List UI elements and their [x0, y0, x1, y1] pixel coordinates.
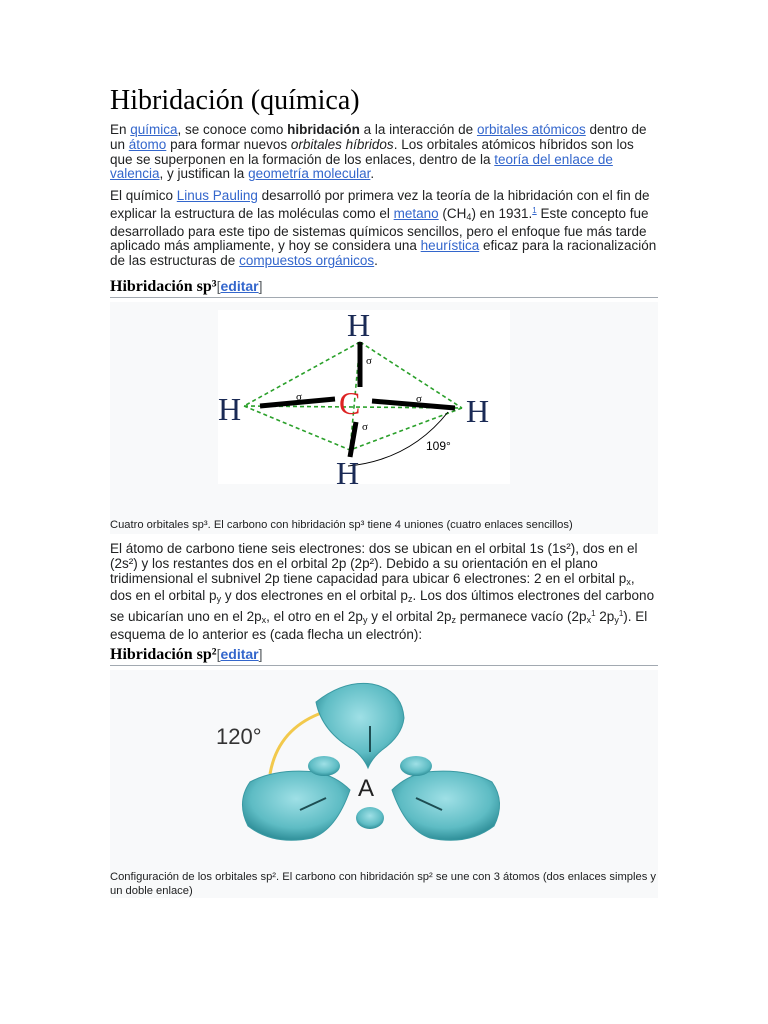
- text: desarrolló por primera vez la teoría de la hibridación con el fin de explicar la estructura de las moléculas como el: [110, 188, 650, 221]
- subscript: y: [614, 615, 619, 626]
- link-teoria-enlace-valencia[interactable]: teoría del enlace de valencia: [110, 151, 613, 182]
- h-bottom-label: H: [336, 455, 360, 491]
- section-title: Hibridación sp²: [110, 646, 217, 663]
- figure-sp2: [110, 670, 658, 898]
- figure-sp3: [110, 302, 658, 534]
- methane-diagram: [110, 302, 658, 534]
- text: . Los orbitales atómicos híbridos son los que se superponen en la formación de los enlaces, dentro de la: [110, 136, 634, 167]
- angle-label: 109°: [426, 439, 451, 453]
- link-heuristica[interactable]: heurística: [420, 238, 480, 254]
- superscript: 1: [618, 609, 624, 619]
- text: , y justifican la: [159, 166, 249, 182]
- subscript: y: [362, 615, 368, 626]
- text: y el orbital 2p: [367, 609, 452, 625]
- atom-label: A: [358, 775, 375, 802]
- subscript: y: [216, 594, 222, 605]
- bracket: ]: [258, 646, 263, 662]
- h-right-label: H: [466, 393, 490, 429]
- text: 2p: [595, 609, 615, 625]
- text: ) en 1931.: [471, 205, 533, 221]
- text: ). El esquema de lo anterior es (cada flecha un electrón):: [110, 609, 648, 642]
- right-lobe: [392, 771, 500, 840]
- link-metano[interactable]: metano: [393, 205, 439, 221]
- text: dentro de un: [110, 122, 647, 152]
- bracket: [: [216, 646, 221, 662]
- text: , el otro en el 2p: [266, 609, 363, 625]
- figure-caption: Configuración de los orbitales sp². El carbono con hibridación sp² se une con 3 átomos (dos enlaces simples y un doble enlace): [110, 871, 656, 897]
- text: .: [370, 166, 375, 182]
- edit-section-link[interactable]: editar: [220, 278, 259, 294]
- bold-term: hibridación: [287, 122, 360, 137]
- left-lobe: [242, 771, 350, 840]
- edit-section-link[interactable]: editar: [220, 646, 259, 662]
- text: En: [110, 122, 131, 137]
- subscript: x: [626, 576, 631, 587]
- intro-paragraph: [110, 123, 658, 182]
- superscript: 1: [591, 609, 596, 619]
- text: , se conoce como: [177, 122, 288, 137]
- text: y dos electrones en el orbital p: [221, 588, 408, 604]
- section-heading-sp2: [110, 645, 658, 666]
- sigma-label: σ: [362, 421, 368, 433]
- link-quimica[interactable]: química: [130, 122, 178, 137]
- bracket: [: [216, 278, 221, 294]
- carbon-paragraph: [110, 542, 658, 643]
- angle-label: 120°: [216, 724, 262, 749]
- sigma-label: σ: [416, 393, 422, 405]
- subscript: 4: [466, 211, 472, 222]
- text: . Los dos últimos electrones del carbono se ubicarían uno en el 2p: [110, 588, 655, 625]
- sigma-label: σ: [366, 355, 372, 367]
- subscript: x: [261, 615, 267, 626]
- bracket: ]: [258, 278, 263, 294]
- section-title: Hibridación sp³: [110, 278, 217, 295]
- link-atomo[interactable]: átomo: [128, 136, 167, 152]
- link-geometria-molecular[interactable]: geometría molecular: [248, 166, 371, 182]
- reference-link[interactable]: 1: [532, 205, 537, 215]
- text: Este concepto fue desarrollado para este tipo de sistemas químicos sencillos, pero el enfoque fue más tarde aplicado más ampliamente, y hoy se considera una: [110, 205, 649, 254]
- text: , dos en el orbital p: [110, 570, 635, 604]
- link-linus-pauling[interactable]: Linus Pauling: [176, 188, 258, 203]
- h-top-label: H: [347, 307, 371, 343]
- text: El químico: [110, 188, 177, 203]
- text: eficaz para la racionalización de las estructuras de: [110, 238, 657, 269]
- sigma-label: σ: [296, 391, 302, 403]
- figure-caption: Cuatro orbitales sp³. El carbono con hibridación sp³ tiene 4 uniones (cuatro enlaces sencillos): [110, 519, 573, 531]
- link-compuestos-organicos[interactable]: compuestos orgánicos: [239, 253, 375, 269]
- h-left-label: H: [218, 391, 242, 427]
- text: El átomo de carbono tiene seis electrones: dos se ubican en el orbital 1s (1s²), dos en el (2s²) y los restantes dos en el orbital 2p (2p²). Debido a su orientación en el plano tridimensional el subnivel 2p tiene capacidad para ubicar 6 electrones: 2 en el orbital p: [110, 541, 638, 586]
- italic-term: orbitales híbridos: [290, 136, 394, 152]
- text: (CH: [438, 205, 467, 221]
- small-lobe: [308, 756, 340, 776]
- page-title: Hibridación (química): [110, 85, 360, 116]
- subscript: x: [586, 615, 592, 626]
- section-heading-sp3: [110, 277, 658, 298]
- text: a la interacción de: [359, 122, 477, 137]
- subscript: z: [451, 615, 456, 626]
- small-lobe: [356, 807, 384, 829]
- text: .: [374, 253, 378, 269]
- small-lobe: [400, 756, 432, 776]
- text: permanece vacío (2p: [456, 609, 587, 625]
- top-lobe: [316, 683, 404, 768]
- history-paragraph: [110, 189, 658, 269]
- carbon-label: C: [339, 385, 361, 421]
- link-orbitales-atomicos[interactable]: orbitales atómicos: [476, 122, 586, 137]
- text: para formar nuevos: [166, 136, 291, 152]
- sp2-orbital-diagram: [110, 670, 658, 866]
- subscript: z: [407, 594, 413, 605]
